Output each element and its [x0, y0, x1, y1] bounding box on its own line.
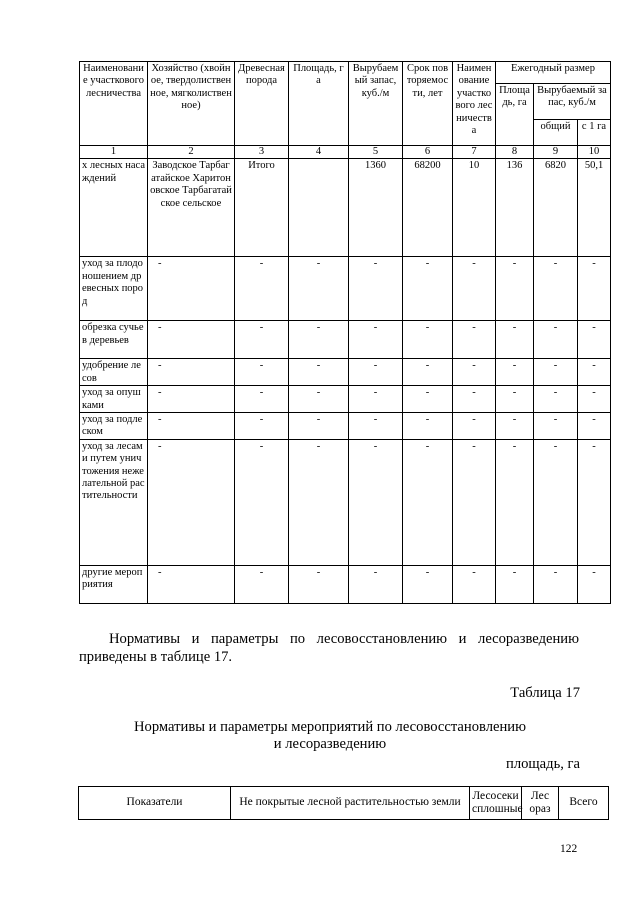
dash-cell: - — [349, 257, 403, 321]
dash-cell: - — [534, 321, 578, 359]
dash-cell: - — [403, 413, 453, 440]
dash-cell: - — [578, 257, 611, 321]
dash-cell: - — [534, 413, 578, 440]
dash-cell: - — [289, 565, 349, 603]
header-tree-species: Древесная порода — [235, 62, 289, 146]
unit-label: площадь, га — [506, 756, 580, 772]
column-number: 8 — [496, 146, 534, 159]
dash-cell: - — [578, 386, 611, 413]
table-row — [80, 565, 611, 603]
dash-cell: - — [496, 386, 534, 413]
column-number: 7 — [453, 146, 496, 159]
dash-cell: - — [578, 413, 611, 440]
dash-cell: - — [403, 359, 453, 386]
table-title-line-2: и лесоразведению — [273, 736, 387, 752]
activity-cell: удобрение лесов — [80, 359, 148, 386]
dash-cell: - — [289, 386, 349, 413]
dash-cell: - — [453, 257, 496, 321]
column-number: 1 — [80, 146, 148, 159]
column-number: 6 — [403, 146, 453, 159]
activity-cell: х лесных насаждений — [80, 159, 148, 257]
table-row — [80, 359, 611, 386]
dash-cell: - — [349, 359, 403, 386]
dash-cell: - — [496, 413, 534, 440]
header-repeat-period: Срок повторяемости, лет — [403, 62, 453, 146]
dash-cell: - — [578, 565, 611, 603]
dash-cell: - — [235, 321, 289, 359]
dash-cell: - — [534, 565, 578, 603]
dash-cell: - — [235, 565, 289, 603]
district-cell: 10 — [453, 159, 496, 257]
table-row — [80, 413, 611, 440]
dash-cell: - — [578, 439, 611, 565]
dash-cell: - — [148, 321, 235, 359]
intro-paragraph: Нормативы и параметры по лесовосстановлению и лесоразведению приведены в таблице 17. — [79, 631, 579, 665]
table-title-line-1: Нормативы и параметры мероприятий по лесовосстановлению — [134, 719, 526, 735]
dash-cell: - — [148, 386, 235, 413]
activity-cell: уход за лесами путем уничтожения нежелательной растительности — [80, 439, 148, 565]
dash-cell: - — [235, 386, 289, 413]
dash-cell: - — [578, 359, 611, 386]
table-row — [80, 386, 611, 413]
header-farm: Хозяйство (хвойное, твердолиственное, мягколиственное) — [148, 62, 235, 146]
dash-cell: - — [578, 321, 611, 359]
column-number: 4 — [289, 146, 349, 159]
dash-cell: - — [453, 439, 496, 565]
dash-cell: - — [148, 439, 235, 565]
dash-cell: - — [496, 321, 534, 359]
dash-cell: - — [349, 439, 403, 565]
dash-cell: - — [403, 565, 453, 603]
column-number: 9 — [534, 146, 578, 159]
dash-cell: - — [534, 257, 578, 321]
dash-cell: - — [453, 321, 496, 359]
header-area: Площадь, га — [289, 62, 349, 146]
dash-cell: - — [235, 439, 289, 565]
dash-cell: - — [496, 359, 534, 386]
column-number: 5 — [349, 146, 403, 159]
dash-cell: - — [453, 359, 496, 386]
dash-cell: - — [289, 359, 349, 386]
column-number: 3 — [235, 146, 289, 159]
dash-cell: - — [289, 321, 349, 359]
dash-cell: - — [496, 439, 534, 565]
dash-cell: - — [349, 565, 403, 603]
table-row — [80, 439, 611, 565]
annual-area-cell: 136 — [496, 159, 534, 257]
column-number: 2 — [148, 146, 235, 159]
dash-cell: - — [496, 565, 534, 603]
dash-cell: - — [148, 359, 235, 386]
activity-cell: уход за опушками — [80, 386, 148, 413]
header-annual-felled-stock: Вырубаемый запас, куб./м — [534, 84, 611, 120]
header-total: общий — [534, 120, 578, 146]
dash-cell: - — [403, 257, 453, 321]
dash-cell: - — [534, 439, 578, 565]
activity-cell: другие мероприятия — [80, 565, 148, 603]
header-total-sum: Всего — [559, 787, 609, 820]
dash-cell: - — [289, 257, 349, 321]
activity-cell: уход за подлеском — [80, 413, 148, 440]
activity-cell: уход за плодоношением древесных пород — [80, 257, 148, 321]
column-number: 10 — [578, 146, 611, 159]
forestry-table — [79, 61, 611, 604]
header-not-covered-lands: Не покрытые лесной растительностью земли — [231, 787, 470, 820]
header-indicators: Показатели — [79, 787, 231, 820]
dash-cell: - — [148, 257, 235, 321]
header-annual-size: Ежегодный размер — [496, 62, 611, 84]
dash-cell: - — [403, 321, 453, 359]
table-label: Таблица 17 — [510, 685, 580, 701]
dash-cell: - — [289, 413, 349, 440]
activity-cell: обрезка сучьев деревьев — [80, 321, 148, 359]
page-number: 122 — [560, 843, 578, 855]
area-cell — [289, 159, 349, 257]
dash-cell: - — [235, 257, 289, 321]
annual-per-ha-cell: 50,1 — [578, 159, 611, 257]
header-district-name: Наименование участкового лесничества — [80, 62, 148, 146]
dash-cell: - — [534, 386, 578, 413]
header-felled-stock: Вырубаемый запас, куб./м — [349, 62, 403, 146]
dash-cell: - — [148, 565, 235, 603]
felled-stock-cell: 1360 — [349, 159, 403, 257]
species-cell: Итого — [235, 159, 289, 257]
annual-total-cell: 6820 — [534, 159, 578, 257]
table-17-header — [78, 786, 609, 820]
dash-cell: - — [453, 386, 496, 413]
dash-cell: - — [496, 257, 534, 321]
table-row — [80, 257, 611, 321]
dash-cell: - — [235, 359, 289, 386]
header-clear-cuts: Лесосеки сплошные — [470, 787, 522, 820]
dash-cell: - — [453, 565, 496, 603]
dash-cell: - — [349, 321, 403, 359]
dash-cell: - — [148, 413, 235, 440]
header-forest-ravines: Лес ораз — [522, 787, 559, 820]
header-district-name-2: Наименование участкового лесничества — [453, 62, 496, 146]
repeat-period-cell: 68200 — [403, 159, 453, 257]
dash-cell: - — [289, 439, 349, 565]
dash-cell: - — [349, 386, 403, 413]
header-annual-area: Площадь, га — [496, 84, 534, 146]
dash-cell: - — [349, 413, 403, 440]
dash-cell: - — [534, 359, 578, 386]
header-per-ha: с 1 га — [578, 120, 611, 146]
table-row — [80, 159, 611, 257]
dash-cell: - — [403, 386, 453, 413]
dash-cell: - — [235, 413, 289, 440]
dash-cell: - — [403, 439, 453, 565]
dash-cell: - — [453, 413, 496, 440]
table-row — [80, 321, 611, 359]
farm-cell: Заводское Тарбагатайское Харитоновское Тарбагатайское сельское — [148, 159, 235, 257]
